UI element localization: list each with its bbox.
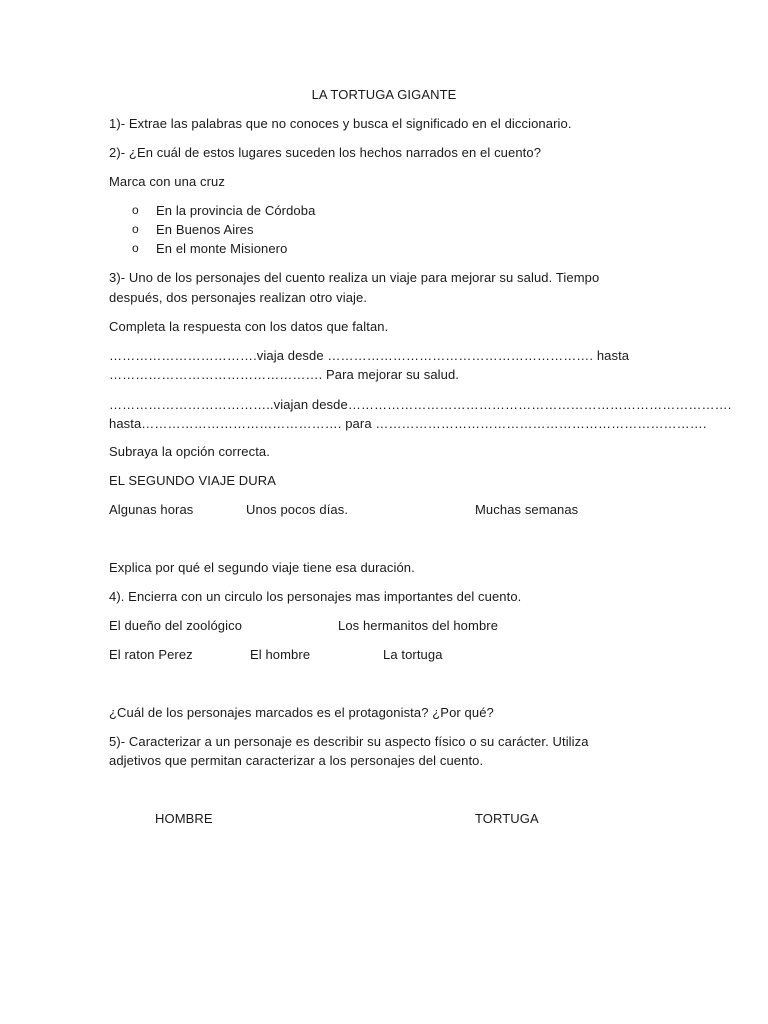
second-trip-heading: EL SEGUNDO VIAJE DURA — [109, 473, 277, 488]
column-header-tortuga: TORTUGA — [475, 811, 539, 826]
worksheet-title: LA TORTUGA GIGANTE — [311, 87, 457, 102]
character-zoo-owner: El dueño del zoológico — [109, 618, 243, 633]
question-5-line-1: 5)- Caracterizar a un personaje es describir su aspecto físico o su carácter. Utiliza — [109, 734, 589, 749]
question-2: 2)- ¿En cuál de estos lugares suceden los hechos narrados en el cuento? — [109, 145, 542, 160]
question-4: 4). Encierra con un circulo los personajes mas importantes del cuento. — [109, 589, 522, 604]
fill-blank-1-line-1: …………………………….viaja desde ……………………………………………………. hasta — [109, 348, 630, 363]
question-1: 1)- Extrae las palabras que no conoces y busca el significado en el diccionario. — [109, 116, 572, 131]
bullet-marker-icon: o — [132, 203, 139, 217]
duration-option-weeks: Muchas semanas — [475, 502, 579, 517]
question-3-line-2: después, dos personajes realizan otro viaje. — [109, 290, 368, 305]
question-3-line-1: 3)- Uno de los personajes del cuento realiza un viaje para mejorar su salud. Tiempo — [109, 270, 600, 285]
fill-blank-1-line-2: …………………………………………. Para mejorar su salud. — [109, 367, 460, 382]
underline-instruction: Subraya la opción correcta. — [109, 444, 270, 459]
option-buenos-aires: En Buenos Aires — [156, 222, 254, 237]
bullet-marker-icon: o — [132, 241, 139, 255]
bullet-marker-icon: o — [132, 222, 139, 236]
protagonist-question: ¿Cuál de los personajes marcados es el protagonista? ¿Por qué? — [109, 705, 494, 720]
explain-prompt: Explica por qué el segundo viaje tiene esa duración. — [109, 560, 415, 575]
character-raton-perez: El raton Perez — [109, 647, 193, 662]
character-siblings: Los hermanitos del hombre — [338, 618, 499, 633]
duration-option-days: Unos pocos días. — [246, 502, 349, 517]
fill-blank-2-line-2: hasta………………………………………. para …………………………………………………………………. — [109, 416, 707, 431]
duration-option-hours: Algunas horas — [109, 502, 194, 517]
option-cordoba: En la provincia de Córdoba — [156, 203, 316, 218]
question-2-instruction: Marca con una cruz — [109, 174, 225, 189]
column-header-hombre: HOMBRE — [155, 811, 213, 826]
character-turtle: La tortuga — [383, 647, 443, 662]
question-5-line-2: adjetivos que permitan caracterizar a los personajes del cuento. — [109, 753, 484, 768]
question-3-instruction: Completa la respuesta con los datos que faltan. — [109, 319, 389, 334]
option-monte-misionero: En el monte Misionero — [156, 241, 288, 256]
fill-blank-2-line-1: ………………………………..viajan desde……………………………………………………………………………. — [109, 397, 732, 412]
character-man: El hombre — [250, 647, 311, 662]
